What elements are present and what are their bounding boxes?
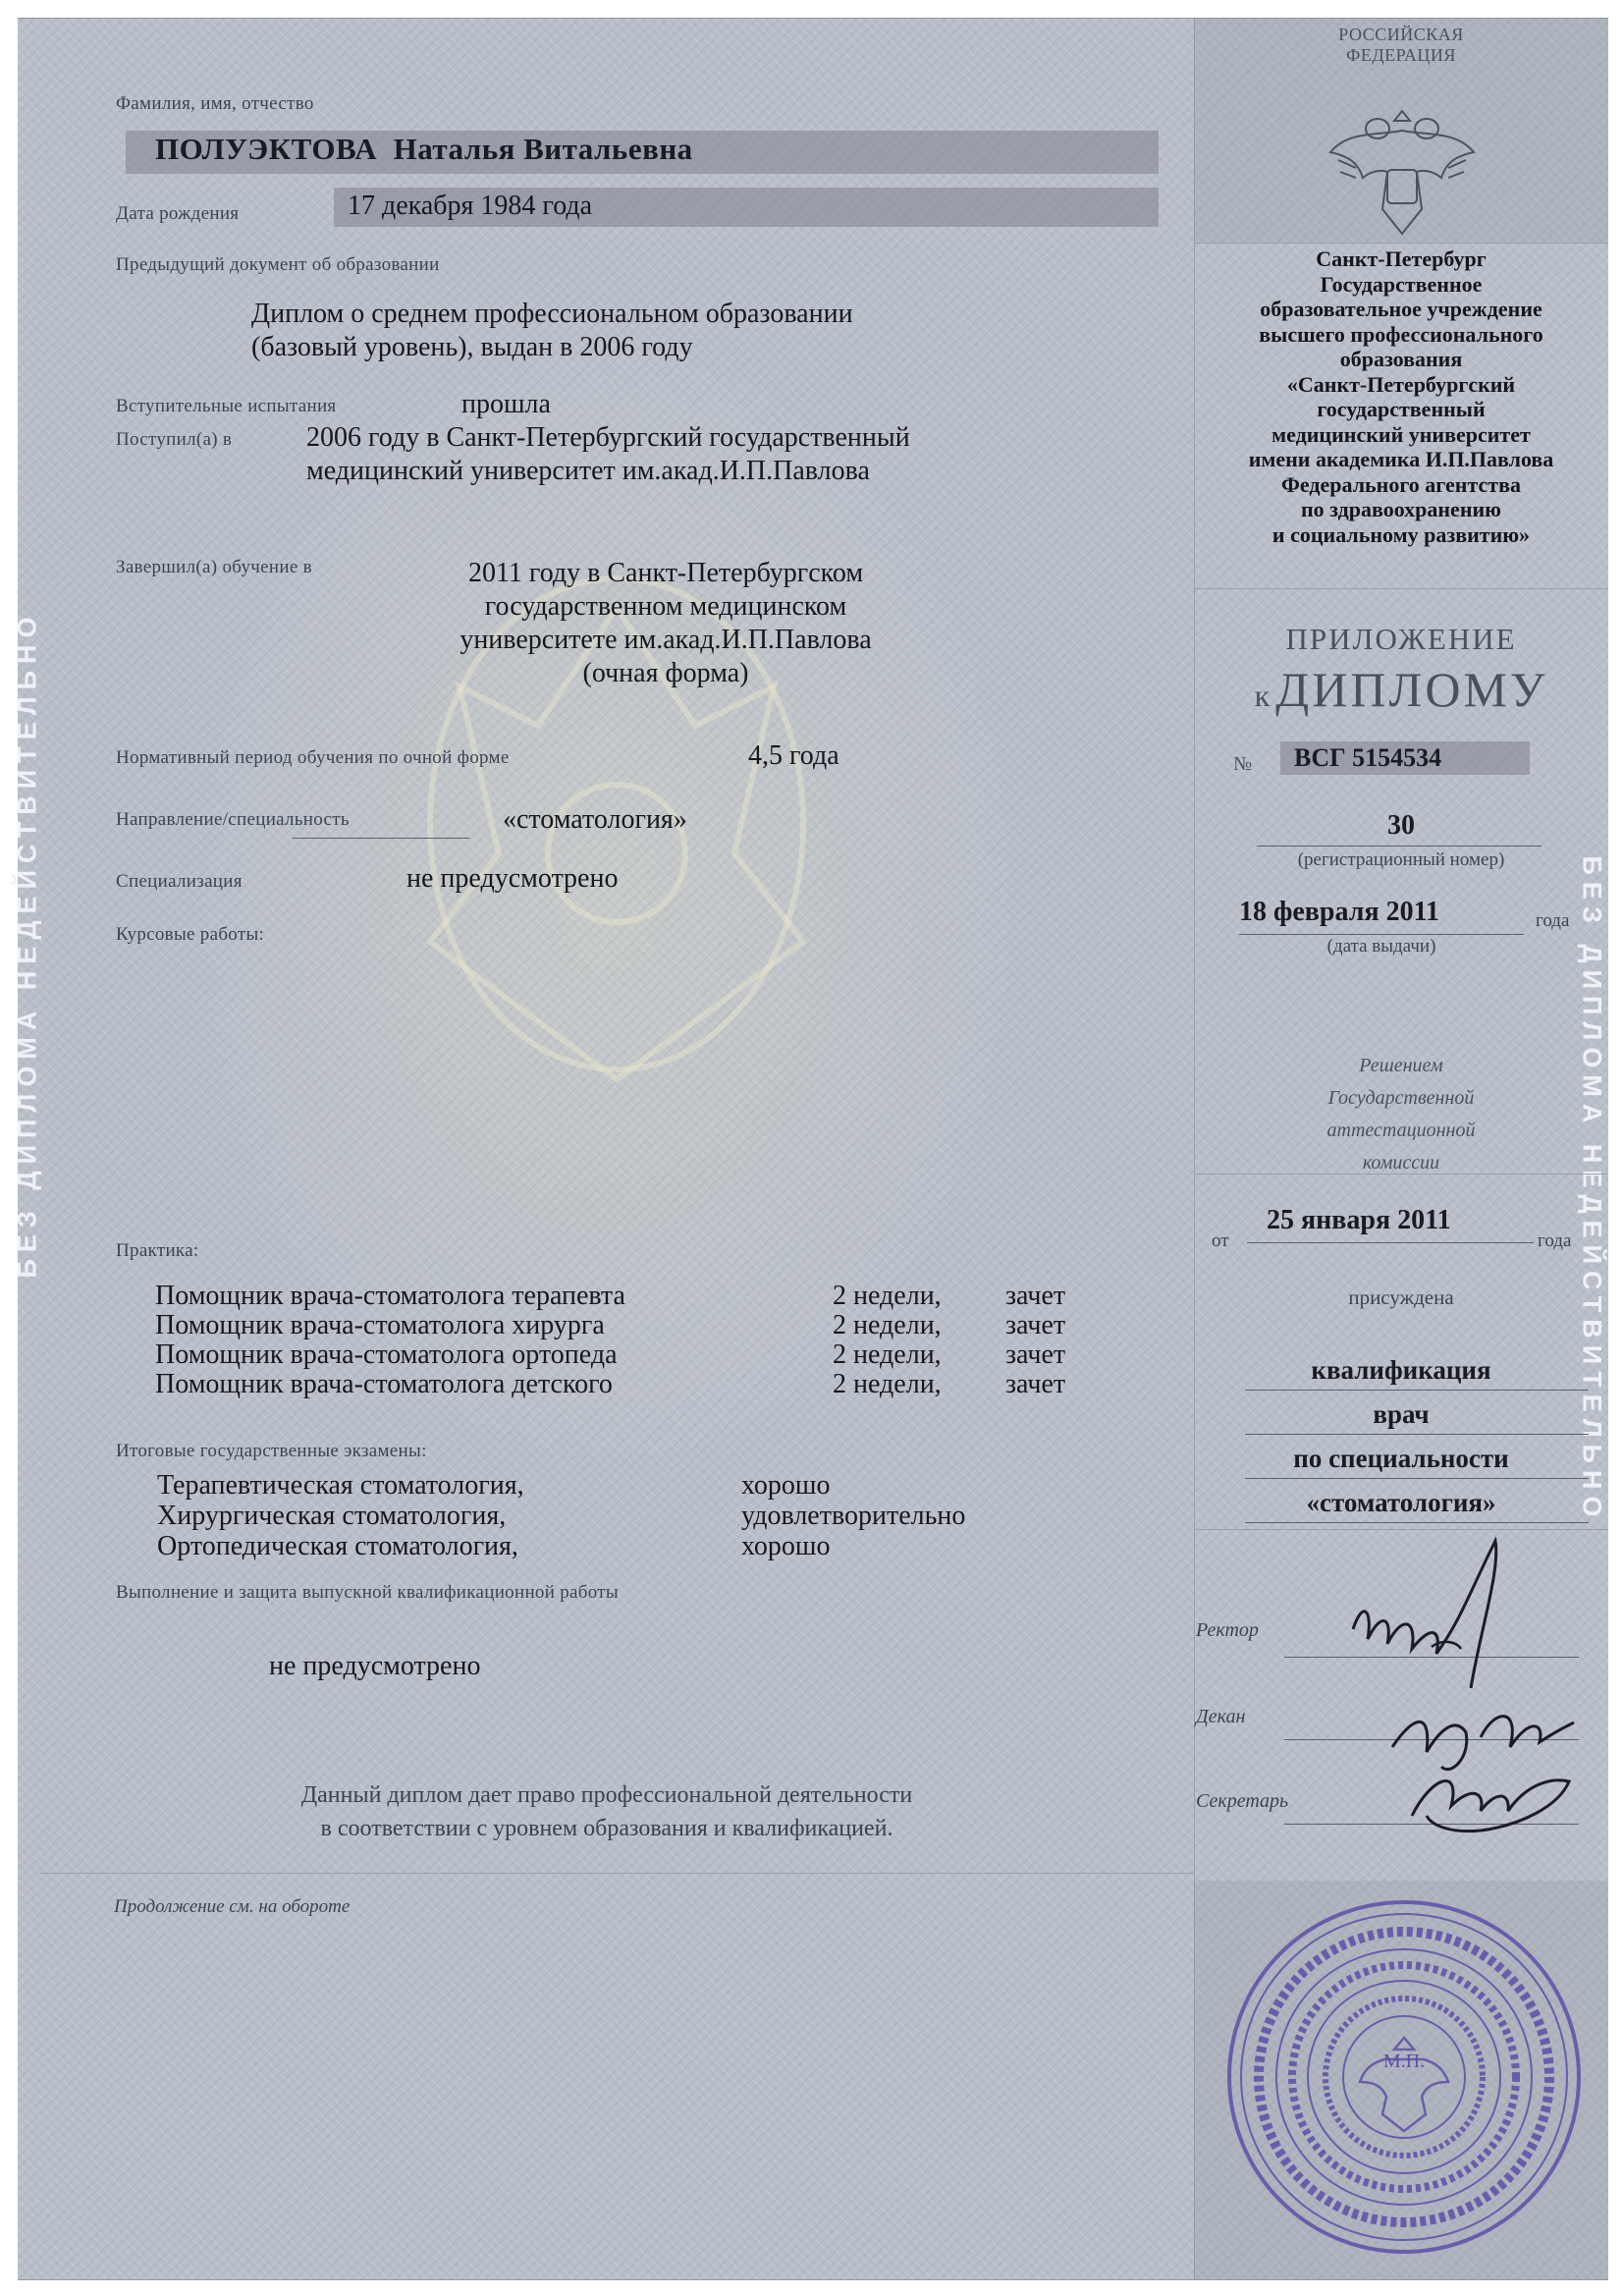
- right-divider-4: [1194, 1529, 1608, 1530]
- enrolled-value: [306, 421, 910, 488]
- exam-name: Ортопедическая стоматология,: [157, 1531, 518, 1561]
- decision-date-line: [1247, 1242, 1534, 1243]
- reg-number: 30: [1387, 810, 1415, 841]
- left-vertical-watermark: БЕЗ ДИПЛОМА НЕДЕЙСТВИТЕЛЬНО: [12, 610, 42, 1279]
- bottom-divider: [39, 1873, 1194, 1874]
- right-divider-2: [1194, 588, 1608, 589]
- qualification-line: «стоматология»: [1306, 1488, 1496, 1517]
- exams-label: Итоговые государственные экзамены:: [116, 1441, 427, 1461]
- practice-row: [155, 1370, 1065, 1399]
- qualification-line: по специальности: [1293, 1444, 1509, 1473]
- entrance-label: Вступительные испытания: [116, 396, 337, 416]
- rights-line-2: в соответствии с уровнем образования и квалификацией.: [320, 1816, 893, 1841]
- exam-grade: хорошо: [741, 1531, 831, 1561]
- practice-result: зачет: [1005, 1369, 1066, 1399]
- coursework-label: Курсовые работы:: [116, 924, 265, 945]
- practice-name: Помощник врача-стоматолога терапевта: [155, 1281, 625, 1311]
- institution-line: образования: [1339, 347, 1463, 371]
- practice-duration: 2 недели,: [833, 1369, 942, 1399]
- given-names: Наталья Витальевна: [393, 132, 693, 166]
- qualification-underline-4: [1245, 1522, 1589, 1523]
- finished-line-1: 2011 году в Санкт-Петербургском: [467, 558, 864, 588]
- direction-underline: [293, 838, 469, 839]
- decision-line: аттестационной: [1326, 1120, 1476, 1141]
- enrolled-label: Поступил(а) в: [116, 429, 233, 450]
- decision-line: комиссии: [1362, 1152, 1440, 1174]
- birth-value: 17 декабря 1984 года: [348, 191, 593, 221]
- country-name: [1194, 25, 1608, 66]
- finished-line-4: (очная форма): [582, 658, 749, 688]
- specialization-value: не предусмотрено: [406, 863, 619, 894]
- decision-date: 25 января 2011: [1267, 1205, 1451, 1235]
- rector-label: Ректор: [1196, 1619, 1259, 1641]
- issue-date: 18 февраля 2011: [1239, 897, 1440, 927]
- direction-label: Направление/специальность: [116, 809, 350, 830]
- institution-line: высшего профессионального: [1259, 321, 1543, 347]
- secretary-label: Секретарь: [1196, 1790, 1289, 1812]
- practice-label: Практика:: [116, 1240, 199, 1261]
- birth-label: Дата рождения: [116, 203, 240, 224]
- thesis-label: Выполнение и защита выпускной квалификационной работы: [116, 1582, 619, 1603]
- entrance-value: прошла: [461, 389, 551, 419]
- country-line-2: ФЕДЕРАЦИЯ: [1346, 45, 1456, 65]
- secretary-signature-icon: [1392, 1757, 1589, 1845]
- specialization-label: Специализация: [116, 871, 243, 892]
- reg-number-caption: (регистрационный номер): [1297, 849, 1505, 870]
- diploma-appendix-sheet: [12, 18, 1608, 2280]
- qualification-underline-1: [1245, 1390, 1589, 1391]
- finished-line-3: университете им.акад.И.П.Павлова: [460, 625, 872, 655]
- period-label: Нормативный период обучения по очной форме: [116, 747, 510, 768]
- fio-value: [155, 132, 693, 167]
- right-vertical-watermark: БЕЗ ДИПЛОМА НЕДЕЙСТВИТЕЛЬНО: [1577, 855, 1607, 1524]
- number-prefix: №: [1233, 753, 1253, 775]
- exams-list: [157, 1470, 965, 1561]
- institution-line: по здравоохранению: [1300, 497, 1501, 521]
- issue-date-caption: (дата выдачи): [1326, 936, 1436, 957]
- appendix-sub-word: ДИПЛОМУ: [1275, 662, 1548, 717]
- institution-line: «Санкт-Петербургский: [1286, 371, 1516, 397]
- practice-name: Помощник врача-стоматолога ортопеда: [155, 1339, 618, 1370]
- exam-row: [157, 1470, 965, 1501]
- exam-name: Терапевтическая стоматология,: [157, 1470, 524, 1501]
- decision-text: [1194, 1050, 1608, 1179]
- rector-signature-icon: [1324, 1531, 1559, 1698]
- qualification-underline-2: [1245, 1434, 1589, 1435]
- exam-row: [157, 1501, 965, 1531]
- qualification-line: врач: [1373, 1399, 1430, 1429]
- diploma-number: ВСГ 5154534: [1294, 743, 1442, 772]
- continued-note: Продолжение см. на обороте: [114, 1896, 351, 1917]
- issue-year-word: года: [1536, 910, 1570, 931]
- practice-result: зачет: [1005, 1339, 1066, 1370]
- awarded-text: присуждена: [1348, 1285, 1454, 1309]
- practice-duration: 2 недели,: [833, 1339, 942, 1370]
- exam-row: [157, 1531, 965, 1561]
- practice-row: [155, 1340, 1065, 1370]
- practice-duration: 2 недели,: [833, 1281, 942, 1311]
- rights-line-1: Данный диплом дает право профессиональной деятельности: [300, 1782, 913, 1808]
- practice-duration: 2 недели,: [833, 1310, 942, 1340]
- direction-value: «стоматология»: [503, 804, 687, 835]
- finished-value: [391, 557, 941, 690]
- institution-line: и социальному развитию»: [1271, 521, 1531, 547]
- fio-label: Фамилия, имя, отчество: [116, 93, 314, 114]
- practice-row: [155, 1311, 1065, 1340]
- institution-line: Государственное: [1320, 271, 1483, 297]
- prev-doc-value: [251, 298, 853, 364]
- official-seal-icon: [1217, 1890, 1591, 2264]
- enrolled-line-2: медицинский университет им.акад.И.П.Павлова: [306, 456, 870, 486]
- issue-date-line: [1239, 934, 1524, 935]
- prev-doc-line-2: (базовый уровень), выдан в 2006 году: [251, 332, 693, 362]
- practice-name: Помощник врача-стоматолога хирурга: [155, 1310, 605, 1340]
- appendix-title: ПРИЛОЖЕНИЕ: [1285, 622, 1517, 656]
- institution-line: имени академика И.П.Павлова: [1248, 447, 1554, 471]
- decision-from: от: [1212, 1230, 1229, 1251]
- institution-line: государственный: [1317, 397, 1486, 421]
- qualification: [1194, 1348, 1608, 1525]
- practice-result: зачет: [1005, 1281, 1066, 1311]
- country-line-1: РОССИЙСКАЯ: [1338, 25, 1464, 44]
- practice-row: [155, 1282, 1065, 1311]
- surname: ПОЛУЭКТОВА: [155, 132, 378, 166]
- qualification-line: квалификация: [1311, 1355, 1491, 1385]
- period-value: 4,5 года: [748, 740, 839, 771]
- institution-name: [1194, 246, 1608, 547]
- rights-text: [116, 1778, 1098, 1845]
- practice-list: [155, 1282, 1065, 1399]
- right-divider-1: [1194, 243, 1608, 244]
- dean-label: Декан: [1196, 1706, 1246, 1727]
- qualification-underline-3: [1245, 1478, 1589, 1479]
- appendix-subtitle: [1194, 661, 1608, 718]
- reg-number-line: [1257, 846, 1542, 847]
- exam-grade: удовлетворительно: [741, 1501, 966, 1531]
- thesis-value: не предусмотрено: [269, 1651, 481, 1681]
- exam-grade: хорошо: [741, 1470, 831, 1501]
- seal-mark: М.П.: [1382, 2050, 1426, 2072]
- enrolled-line-1: 2006 году в Санкт-Петербургский государственный: [306, 422, 910, 453]
- decision-line: Государственной: [1327, 1087, 1475, 1109]
- decision-line: Решением: [1359, 1055, 1443, 1076]
- practice-name: Помощник врача-стоматолога детского: [155, 1369, 613, 1399]
- prev-doc-label: Предыдущий документ об образовании: [116, 254, 440, 275]
- institution-line: Федерального агентства: [1281, 471, 1521, 497]
- finished-line-2: государственном медицинском: [484, 591, 847, 622]
- finished-label: Завершил(а) обучение в: [116, 557, 312, 577]
- prev-doc-line-1: Диплом о среднем профессиональном образовании: [251, 299, 853, 329]
- institution-line: образовательное учреждение: [1260, 297, 1542, 321]
- institution-line: медицинский университет: [1271, 421, 1531, 447]
- practice-result: зачет: [1005, 1310, 1066, 1340]
- decision-year-word: года: [1538, 1230, 1572, 1251]
- exam-name: Хирургическая стоматология,: [157, 1501, 507, 1531]
- appendix-sub-k: к: [1254, 678, 1272, 713]
- coat-of-arms-icon: [1319, 91, 1486, 239]
- institution-line: Санкт-Петербург: [1316, 246, 1487, 271]
